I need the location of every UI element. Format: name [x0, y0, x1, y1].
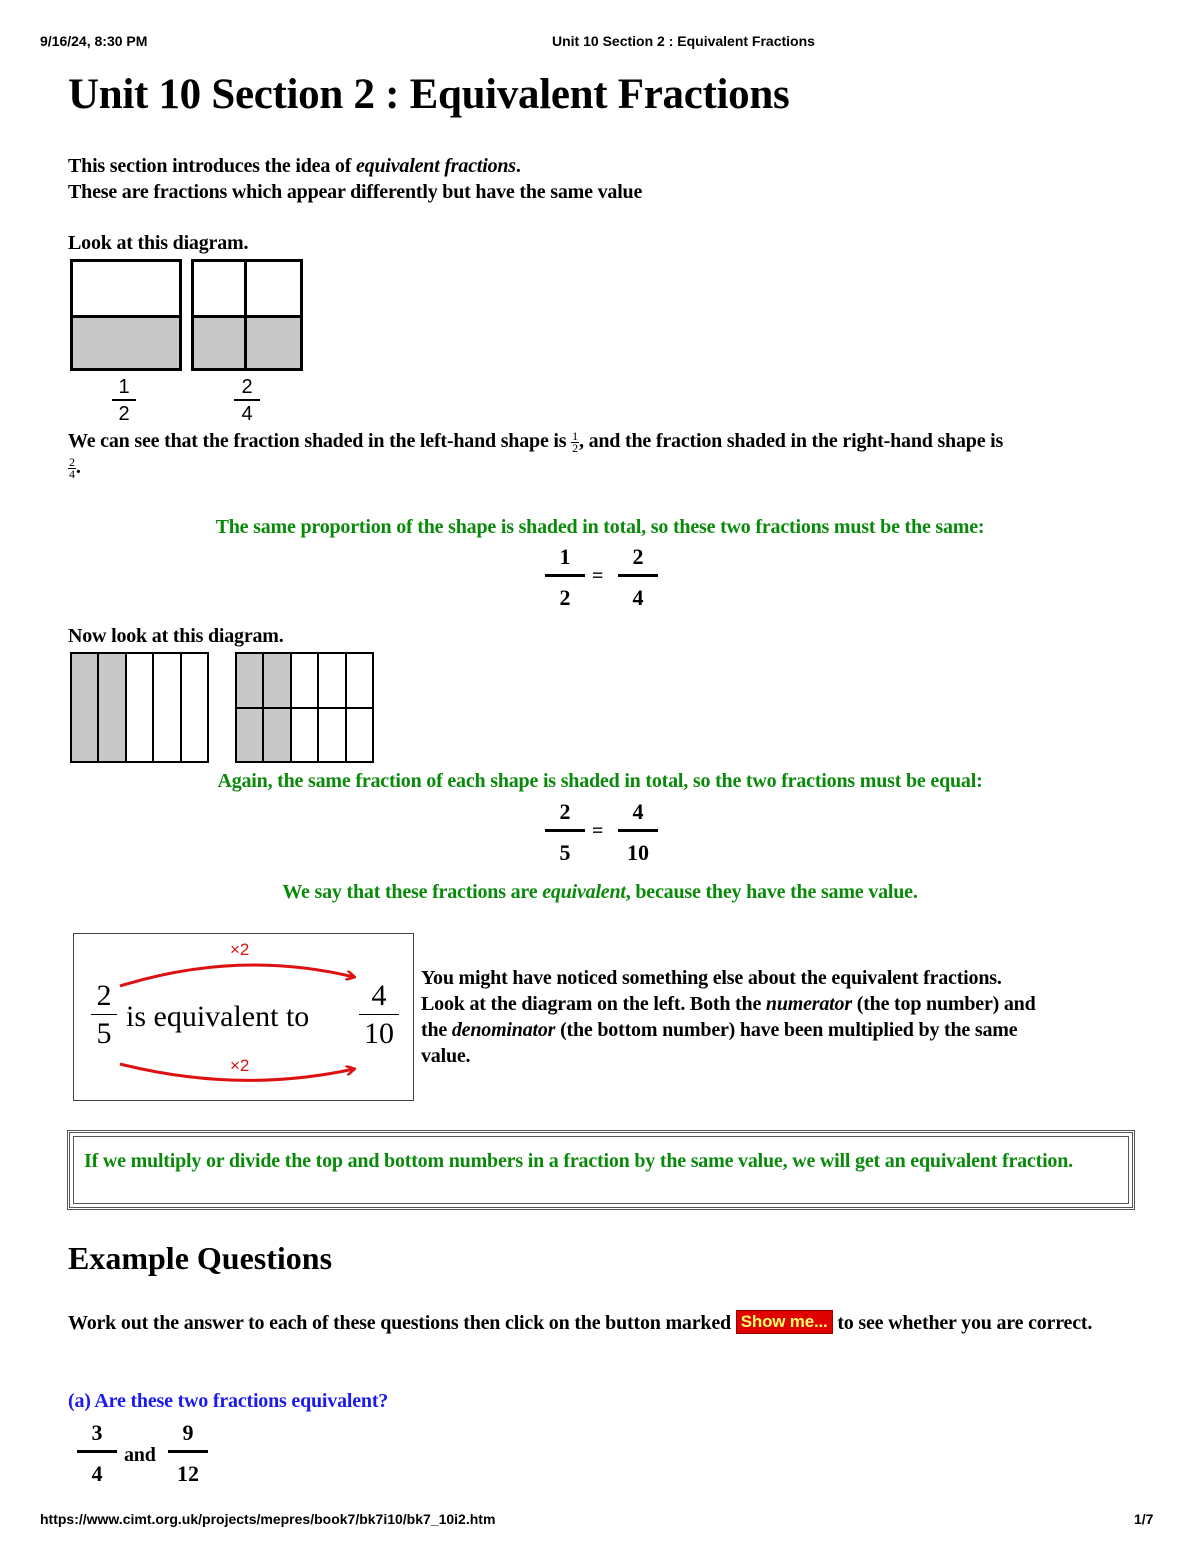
intro-paragraph	[68, 153, 1148, 205]
quarter-cell-shaded	[247, 315, 300, 368]
diagram2-label: Now look at this diagram.	[68, 625, 284, 647]
fifths-shape	[70, 652, 209, 763]
fraction-denominator: 10	[364, 1017, 394, 1050]
inline-fraction-half	[571, 428, 579, 455]
equivalent-statement	[0, 879, 1200, 905]
fraction-bar	[77, 1450, 117, 1453]
explain-line3-post: (the bottom number) have been multiplied by the same	[555, 1019, 1018, 1041]
fifth-strip-shaded	[99, 654, 126, 761]
examples-instructions	[68, 1310, 1138, 1336]
fraction-denominator: 4	[69, 466, 75, 481]
half-bottom-cell-shaded	[73, 315, 179, 368]
fraction-denominator: 4	[241, 403, 253, 425]
quarter-cell-shaded	[194, 315, 247, 368]
equivalent-statement-pre: We say that these fractions are	[282, 881, 543, 903]
fraction-numerator: 2	[69, 454, 75, 469]
fraction-denominator: 4	[632, 585, 644, 610]
fraction-bar	[618, 574, 658, 577]
examples-heading: Example Questions	[68, 1240, 333, 1276]
multiply-explanation	[421, 965, 1141, 1069]
equation2-left-fraction	[545, 797, 585, 868]
fraction-numerator: 2	[96, 979, 112, 1012]
fraction-denominator: 2	[118, 403, 130, 425]
diagram1-left-fraction	[112, 376, 136, 425]
fraction-bar	[359, 1014, 399, 1015]
equation1-equals: =	[592, 565, 604, 587]
instructions-pre: Work out the answer to each of these questions then click on the button marked	[68, 1312, 736, 1334]
conclusion1-text: The same proportion of the shape is shaded in total, so these two fractions must be the same:	[215, 516, 985, 538]
inline-fraction-two-quarters	[68, 454, 76, 481]
top-multiplier-label: ×2	[230, 940, 250, 959]
explain-line2-pre: Look at the diagram on the left. Both the	[421, 993, 766, 1015]
print-url: https://www.cimt.org.uk/projects/mepres/book7/bk7i10/bk7_10i2.htm	[40, 1511, 496, 1527]
instructions-post: to see whether you are correct.	[832, 1312, 1093, 1334]
question-a-join: and	[124, 1444, 156, 1466]
tenth-cell	[347, 654, 372, 707]
show-me-button[interactable]: Show me...	[736, 1310, 833, 1334]
tenth-cell	[292, 709, 319, 762]
fifth-strip	[182, 654, 207, 761]
rule-text: If we multiply or divide the top and bottom numbers in a fraction by the same value, we will get an equivalent fraction.	[73, 1136, 1129, 1204]
fraction-numerator: 1	[559, 544, 571, 569]
intro-line2: These are fractions which appear differently but have the same value	[68, 181, 643, 203]
fraction-numerator: 1	[572, 428, 578, 443]
fifth-strip	[127, 654, 154, 761]
numerator-term: numerator	[765, 993, 852, 1015]
explain-line2-post: (the top number) and	[851, 993, 1036, 1015]
print-doc-title: Unit 10 Section 2 : Equivalent Fractions	[552, 33, 815, 49]
fraction-denominator: 12	[177, 1461, 199, 1486]
observation-paragraph	[68, 428, 1138, 480]
fraction-denominator: 5	[96, 1017, 112, 1050]
page-title: Unit 10 Section 2 : Equivalent Fractions	[68, 71, 790, 118]
tenth-cell	[292, 654, 319, 707]
equivalent-statement-post: , because they have the same value.	[625, 881, 918, 903]
quarter-shape	[191, 259, 303, 371]
equivalent-term: equivalent	[542, 881, 626, 903]
fraction-bar	[168, 1450, 208, 1453]
fraction-numerator: 2	[241, 376, 253, 398]
fraction-numerator: 2	[632, 544, 644, 569]
fifth-strip-shaded	[72, 654, 99, 761]
fraction-denominator: 5	[559, 840, 571, 865]
diagram1-right-fraction	[234, 376, 260, 425]
fraction-denominator: 10	[627, 840, 649, 865]
fraction-bar	[234, 399, 260, 401]
fraction-numerator: 4	[632, 799, 644, 824]
explain-line1: You might have noticed something else about the equivalent fractions.	[421, 967, 1002, 989]
fraction-numerator: 3	[91, 1420, 103, 1445]
quarter-cell	[194, 262, 247, 315]
tenth-cell	[347, 709, 372, 762]
tenth-cell-shaded	[237, 709, 264, 762]
fraction-numerator: 2	[559, 799, 571, 824]
denominator-term: denominator	[451, 1019, 556, 1041]
fraction-numerator: 9	[182, 1420, 194, 1445]
explain-line3-pre: the	[421, 1019, 452, 1041]
fraction-bar	[618, 829, 658, 832]
print-page-number: 1/7	[1134, 1511, 1154, 1527]
tenth-cell-shaded	[237, 654, 264, 707]
fifth-strip	[154, 654, 181, 761]
print-datetime: 9/16/24, 8:30 PM	[40, 33, 148, 49]
question-a: (a) Are these two fractions equivalent?	[68, 1390, 389, 1412]
observation-post: .	[75, 456, 81, 478]
tenths-row	[237, 709, 372, 762]
fraction-bar	[545, 574, 585, 577]
fraction-bar	[91, 1014, 117, 1015]
observation-pre: We can see that the fraction shaded in the left-hand shape is	[68, 430, 572, 452]
half-top-cell	[73, 262, 179, 315]
fraction-denominator: 4	[91, 1461, 103, 1486]
equation2-right-fraction	[618, 797, 658, 868]
half-shape	[70, 259, 182, 371]
equation2-equals: =	[592, 820, 604, 842]
equation1-right-fraction	[618, 542, 658, 613]
tenth-cell-shaded	[264, 709, 291, 762]
multiply-figure	[73, 933, 414, 1101]
fraction-bar	[545, 829, 585, 832]
intro-line1-pre: This section introduces the idea of	[68, 155, 356, 177]
equation1-left-fraction	[545, 542, 585, 613]
rule-box	[67, 1130, 1135, 1210]
intro-term: equivalent fractions	[356, 155, 516, 177]
fraction-bar	[112, 399, 136, 401]
figure-fraction-b	[359, 980, 399, 1050]
question-a-fraction-1	[77, 1418, 117, 1489]
tenth-cell	[319, 709, 346, 762]
conclusion2-text: Again, the same fraction of each shape is shaded in total, so the two fractions must be equal:	[217, 770, 983, 792]
tenth-cell	[319, 654, 346, 707]
fraction-denominator: 2	[559, 585, 571, 610]
tenths-row	[237, 654, 372, 709]
figure-equivalence-text: is equivalent to	[126, 1000, 310, 1033]
fraction-denominator: 2	[572, 440, 578, 455]
tenth-cell-shaded	[264, 654, 291, 707]
explain-line4: value.	[421, 1045, 471, 1067]
tenths-shape	[235, 652, 374, 763]
fraction-numerator: 4	[371, 979, 387, 1012]
quarter-cell	[247, 262, 300, 315]
figure-fraction-a	[91, 980, 117, 1050]
fraction-numerator: 1	[118, 376, 130, 398]
top-arrow	[120, 965, 354, 986]
intro-line1-post: .	[515, 155, 521, 177]
observation-mid: , and the fraction shaded in the right-hand shape is	[578, 430, 1004, 452]
question-a-fraction-2	[168, 1418, 208, 1489]
bottom-multiplier-label: ×2	[230, 1056, 250, 1075]
diagram1-label: Look at this diagram.	[68, 232, 249, 254]
